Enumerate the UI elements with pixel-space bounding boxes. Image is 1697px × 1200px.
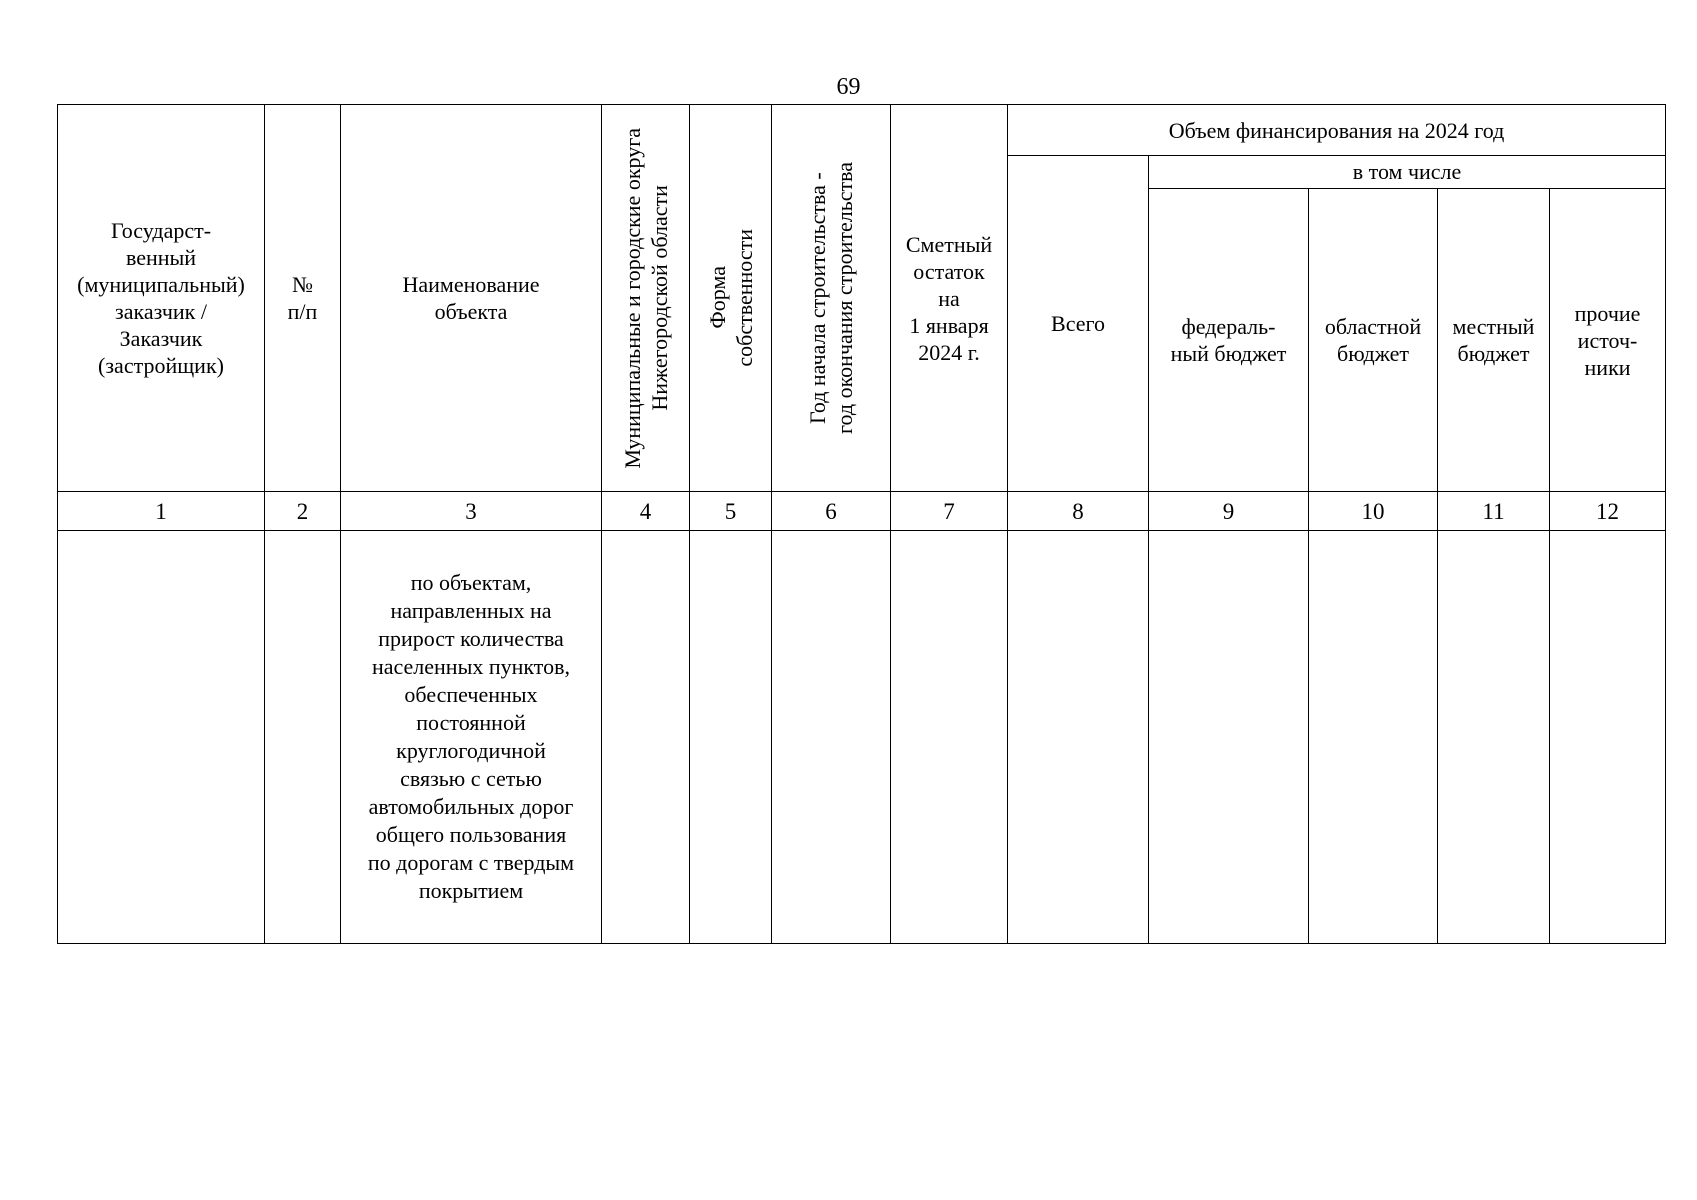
column-number: 1 xyxy=(58,492,265,531)
header-remaining xyxy=(891,105,1008,492)
cell-number xyxy=(265,531,341,944)
column-number-row xyxy=(58,492,1666,531)
cell-ownership xyxy=(690,531,772,944)
header-years xyxy=(772,105,891,492)
header-including-label: в том числе xyxy=(1352,159,1462,184)
column-number: 7 xyxy=(891,492,1008,531)
cell-remaining xyxy=(891,531,1008,944)
header-ownership xyxy=(690,105,772,492)
page-number: 69 xyxy=(836,74,861,100)
header-regional xyxy=(1309,189,1438,492)
cell-federal xyxy=(1149,531,1309,944)
header-local-label: местный бюджет xyxy=(1452,314,1535,366)
cell-regional xyxy=(1309,531,1438,944)
header-regional-label: областной бюджет xyxy=(1324,314,1422,366)
header-object-name-label: Наименование объекта xyxy=(402,272,540,324)
cell-object-name: по объектам, направленных на прирост количества населенных пунктов, обеспеченных постоянной круглогодичной связью с сетью автомобильных дорог общего пользования по дорогам с твердым покрытием xyxy=(341,531,602,944)
header-total-label: Всего xyxy=(1051,310,1105,336)
header-local xyxy=(1438,189,1550,492)
cell-years xyxy=(772,531,891,944)
header-years-label: Год начала строительства - год окончания строительства xyxy=(805,162,857,434)
header-including xyxy=(1149,156,1666,189)
cell-customer xyxy=(58,531,265,944)
column-number: 6 xyxy=(772,492,891,531)
header-other xyxy=(1550,189,1666,492)
column-number: 12 xyxy=(1550,492,1666,531)
header-number xyxy=(265,105,341,492)
column-number: 4 xyxy=(602,492,690,531)
column-number: 5 xyxy=(690,492,772,531)
column-number: 9 xyxy=(1149,492,1309,531)
header-municipalities xyxy=(602,105,690,492)
column-number: 11 xyxy=(1438,492,1550,531)
financing-table xyxy=(57,104,1666,944)
header-other-label: прочие источ- ники xyxy=(1574,300,1641,380)
header-object-name xyxy=(341,105,602,492)
header-remaining-label: Сметный остаток на 1 января 2024 г. xyxy=(905,231,993,365)
column-number: 8 xyxy=(1008,492,1149,531)
header-financing-group xyxy=(1008,105,1666,156)
header-number-label: № п/п xyxy=(287,272,318,324)
cell-local xyxy=(1438,531,1550,944)
column-number: 3 xyxy=(341,492,602,531)
header-financing-group-label: Объем финансирования на 2024 год xyxy=(1168,117,1505,143)
header-customer-label: Государст- венный (муниципальный) заказчик / Заказчик (застройщик) xyxy=(77,218,245,378)
cell-municipalities xyxy=(602,531,690,944)
table-row xyxy=(58,531,1666,944)
header-customer xyxy=(58,105,265,492)
header-ownership-label: Форма собственности xyxy=(704,229,757,367)
column-number: 10 xyxy=(1309,492,1438,531)
header-federal-label: федераль- ный бюджет xyxy=(1170,314,1287,366)
cell-other xyxy=(1550,531,1666,944)
header-municipalities-label: Муниципальные и городские округа Нижегородской области xyxy=(619,127,672,469)
column-number: 2 xyxy=(265,492,341,531)
cell-total xyxy=(1008,531,1149,944)
header-federal xyxy=(1149,189,1309,492)
header-total xyxy=(1008,156,1149,492)
